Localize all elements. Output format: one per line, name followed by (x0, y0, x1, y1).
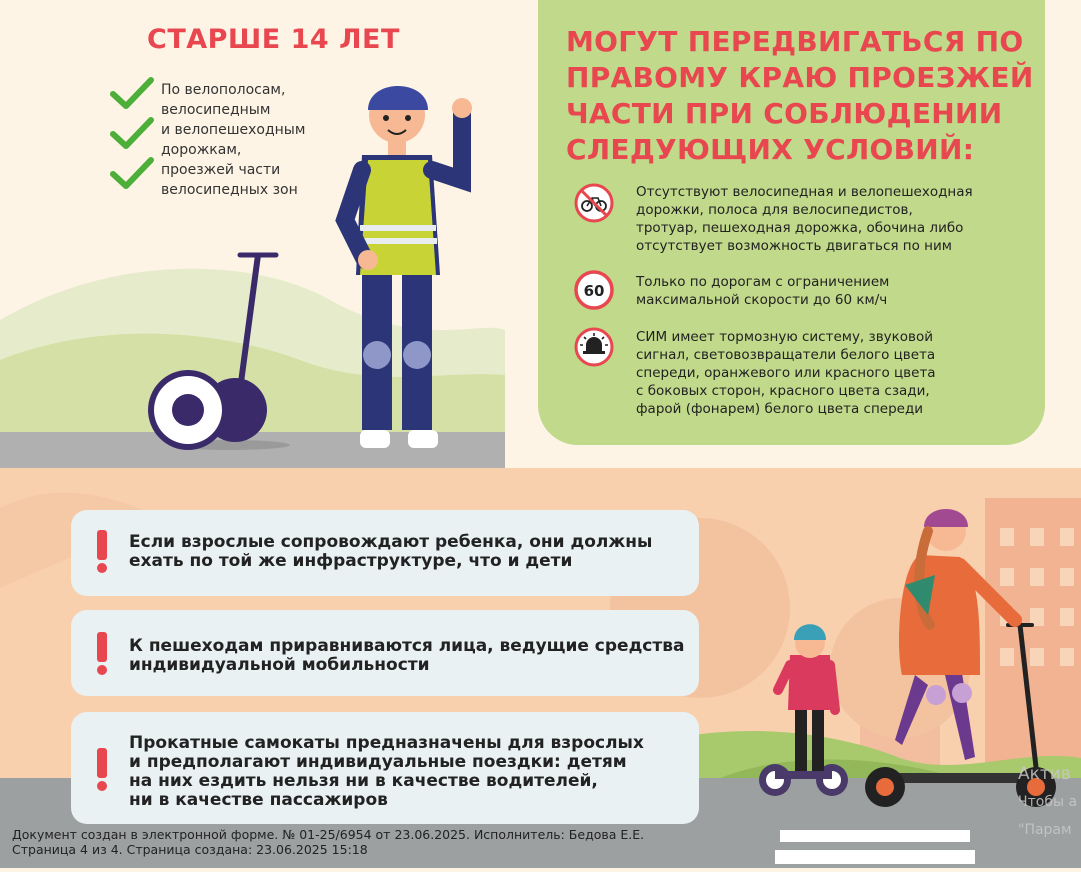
condition-line: спереди, оранжевого или красного цвета (636, 365, 936, 381)
speed-limit-sign-icon (574, 270, 614, 310)
age-title: СТАРШЕ 14 ЛЕТ (147, 24, 400, 55)
condition-line: Только по дорогам с ограничением (636, 274, 890, 290)
exclamation-icon (95, 530, 109, 574)
activation-watermark (1018, 760, 1077, 844)
watermark-line: Актив (1018, 764, 1071, 784)
note-line: ехать по той же инфраструктуре, что и дети (129, 551, 573, 571)
note-card (71, 610, 699, 696)
condition-line: СИМ имеет тормозную систему, звуковой (636, 329, 934, 345)
note-line: Прокатные самокаты предназначены для взрослых (129, 733, 644, 753)
age-line: проезжей части (161, 162, 281, 178)
condition-line: отсутствует возможность двигаться по ним (636, 238, 952, 254)
watermark-line: "Парам (1018, 822, 1072, 838)
note-line: ни в качестве пассажиров (129, 790, 388, 810)
age-line: и велопешеходным (161, 122, 306, 138)
condition-line: фарой (фонарем) белого цвета спереди (636, 401, 924, 417)
teen-with-segway-illustration (140, 60, 510, 460)
no-bicycle-sign-icon (574, 183, 614, 223)
note-line: К пешеходам приравниваются лица, ведущие средства (129, 636, 685, 656)
condition-line: с боковых сторон, красного цвета сзади, (636, 383, 930, 399)
age-line: велосипедных зон (161, 182, 298, 198)
note-line: Если взрослые сопровождают ребенка, они должны (129, 532, 653, 552)
note-line: на них ездить нельзя ни в качестве водителей, (129, 771, 598, 791)
conditions-title-line: ЧАСТИ ПРИ СОБЛЮДЕНИИ (566, 97, 1003, 130)
note-text (129, 533, 689, 571)
footer-line: Страница 4 из 4. Страница создана: 23.06.2025 15:18 (12, 842, 368, 857)
condition-item (636, 328, 1026, 418)
conditions-title (566, 24, 1036, 168)
age-line: По велополосам, (161, 82, 286, 98)
lights-sign-icon (574, 327, 614, 367)
note-text (129, 637, 689, 675)
note-line: и предполагают индивидуальные поездки: детям (129, 752, 627, 772)
document-footer (12, 827, 644, 857)
watermark-line: Чтобы а (1018, 794, 1078, 810)
condition-line: Отсутствуют велосипедная и велопешеходная (636, 184, 973, 200)
conditions-title-line: ПРАВОМУ КРАЮ ПРОЕЗЖЕЙ (566, 61, 1034, 94)
condition-line: сигнал, световозвращатели белого цвета (636, 347, 936, 363)
note-text (129, 734, 689, 810)
age-line: дорожкам, (161, 142, 242, 158)
conditions-title-line: СЛЕДУЮЩИХ УСЛОВИЙ: (566, 133, 975, 166)
age-line: велосипедным (161, 102, 271, 118)
speed-limit-text: 60 (583, 282, 605, 300)
note-line: индивидуальной мобильности (129, 655, 430, 675)
condition-line: дорожки, полоса для велосипедистов, (636, 202, 913, 218)
note-card (71, 712, 699, 824)
footer-line: Документ создан в электронной форме. № 01-25/6954 от 23.06.2025. Исполнитель: Бедова Е.Е. (12, 827, 645, 842)
condition-line: максимальной скорости до 60 км/ч (636, 292, 888, 308)
exclamation-icon (95, 632, 109, 676)
note-card (71, 510, 699, 596)
exclamation-icon (95, 748, 109, 792)
condition-item (636, 183, 1026, 255)
condition-item (636, 273, 1026, 309)
conditions-title-line: МОГУТ ПЕРЕДВИГАТЬСЯ ПО (566, 25, 1024, 58)
condition-line: тротуар, пешеходная дорожка, обочина либо (636, 220, 964, 236)
